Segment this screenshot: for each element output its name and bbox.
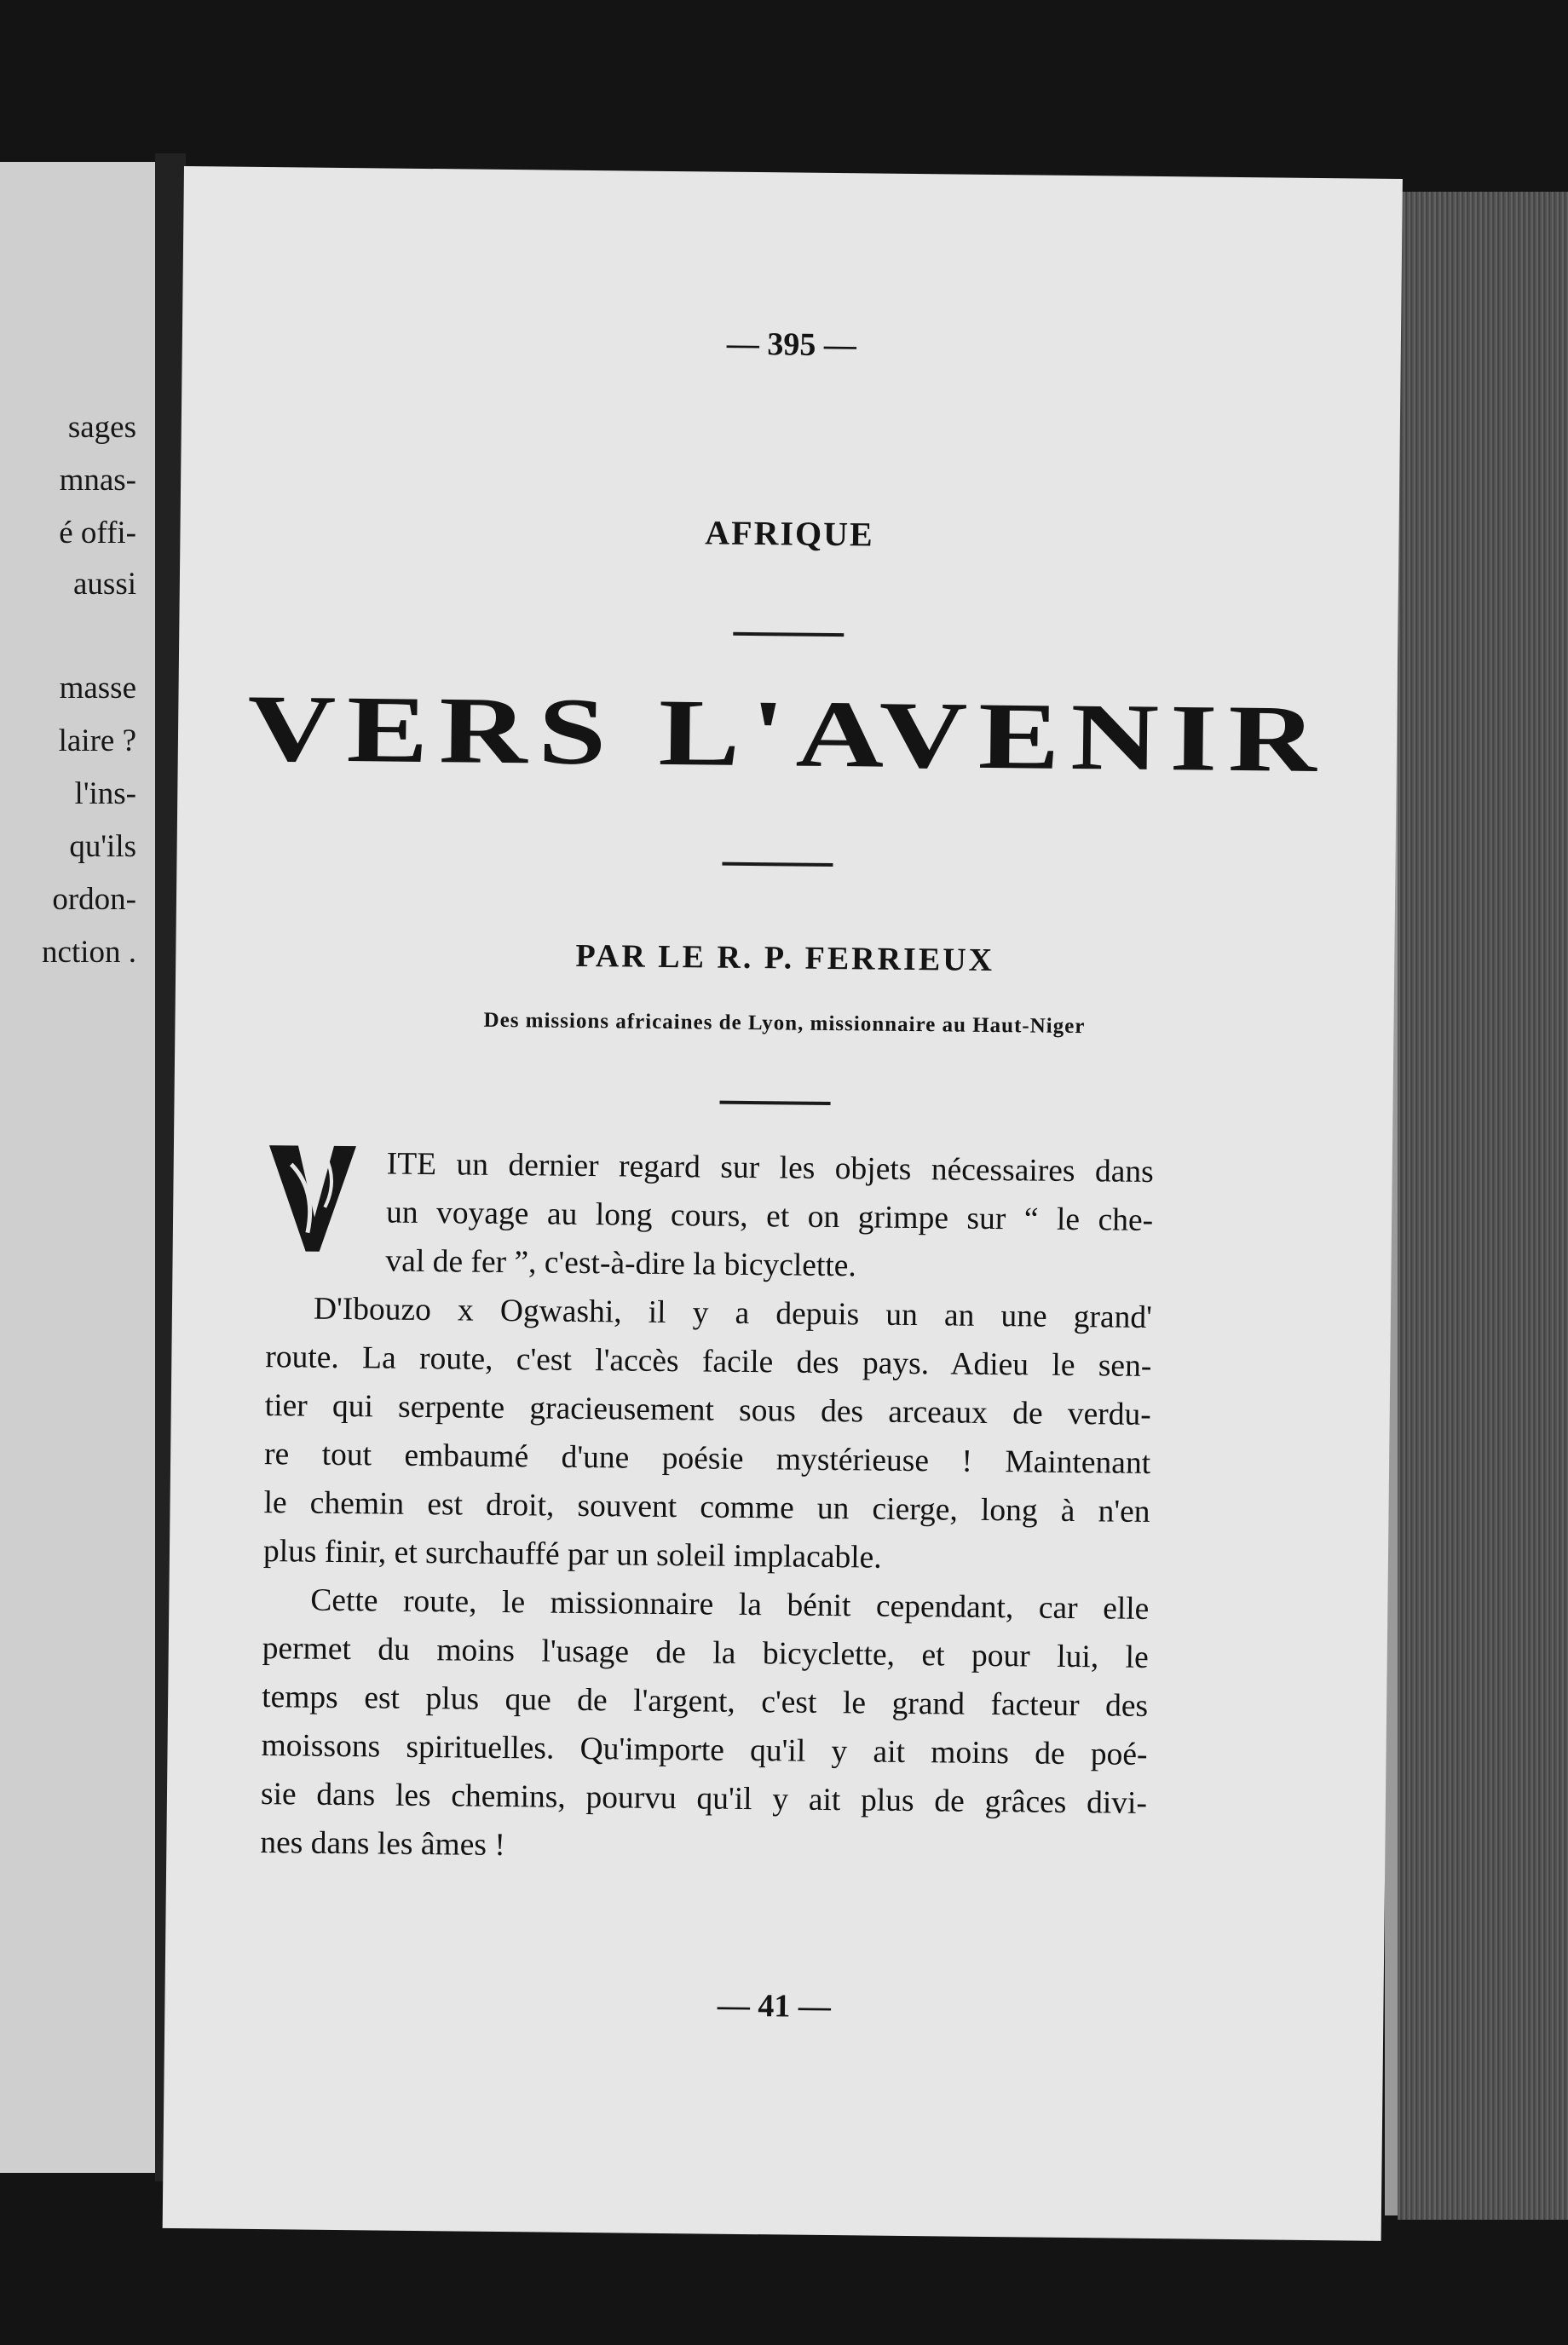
page-number: — 395 — xyxy=(726,326,857,364)
divider xyxy=(722,862,833,867)
left-page-line: ordon- xyxy=(52,882,136,917)
signature-mark: — 41 — xyxy=(717,1987,832,2025)
left-page-line: sages xyxy=(67,410,136,445)
text-line: val de fer ”, c'est-à-dire la bicyclette. xyxy=(385,1243,857,1284)
text-line: nes dans les âmes ! xyxy=(260,1825,506,1864)
text-line: tier qui serpente gracieusement sous des arceaux de verdu- xyxy=(264,1388,1151,1432)
paragraph-2 xyxy=(263,1284,1153,1585)
byline: PAR LE R. P. FERRIEUX xyxy=(575,937,995,979)
left-page-line: mnas- xyxy=(59,463,136,498)
left-page-line: é offi- xyxy=(59,516,136,550)
left-page-line: qu'ils xyxy=(69,829,136,864)
text-line: temps est plus que de l'argent, c'est le grand facteur des xyxy=(261,1680,1149,1724)
previous-page-edge xyxy=(0,162,164,2173)
section-heading: AFRIQUE xyxy=(705,513,874,554)
divider xyxy=(720,1101,831,1105)
left-page-line: l'ins- xyxy=(74,776,136,811)
text-line: Cette route, le missionnaire la bénit cependant, car elle xyxy=(310,1582,1150,1627)
paragraph-3 xyxy=(260,1576,1150,1876)
text-line: D'Ibouzo x Ogwashi, il y a depuis un an une grand' xyxy=(313,1291,1153,1335)
text-line: route. La route, c'est l'accès facile des pays. Adieu le sen- xyxy=(265,1340,1152,1384)
author-affiliation: Des missions africaines de Lyon, missionnaire au Haut-Niger xyxy=(483,1008,1086,1039)
left-page-line: nction . xyxy=(42,935,136,970)
text-line: plus finir, et surchauffé par un soleil implacable. xyxy=(262,1534,882,1576)
text-line: moissons spirituelles. Qu'importe qu'il y ait moins de poé- xyxy=(261,1728,1148,1772)
article-title: VERS L'AVENIR xyxy=(246,675,1329,793)
text-line: ITE un dernier regard sur les objets nécessaires dans xyxy=(386,1146,1154,1190)
text-line: un voyage au long cours, et on grimpe sur “ le che- xyxy=(385,1195,1154,1238)
text-line: le chemin est droit, souvent comme un cierge, long à n'en xyxy=(263,1485,1150,1530)
text-line: permet du moins l'usage de la bicyclette, et pour lui, le xyxy=(262,1631,1149,1675)
left-page-line: masse xyxy=(59,671,136,706)
text-line: sie dans les chemins, pourvu qu'il y ait plus de grâces divi- xyxy=(260,1777,1148,1821)
book-page-stack-edge xyxy=(1398,192,1568,2220)
left-page-line: aussi xyxy=(73,567,136,602)
book-page xyxy=(163,166,1403,2241)
divider xyxy=(733,632,844,637)
drop-cap-initial xyxy=(265,1138,360,1259)
left-page-line: laire ? xyxy=(58,723,136,758)
paragraph-1-opening xyxy=(385,1140,1154,1293)
text-line: re tout embaumé d'une poésie mystérieuse ! Maintenant xyxy=(263,1437,1151,1481)
